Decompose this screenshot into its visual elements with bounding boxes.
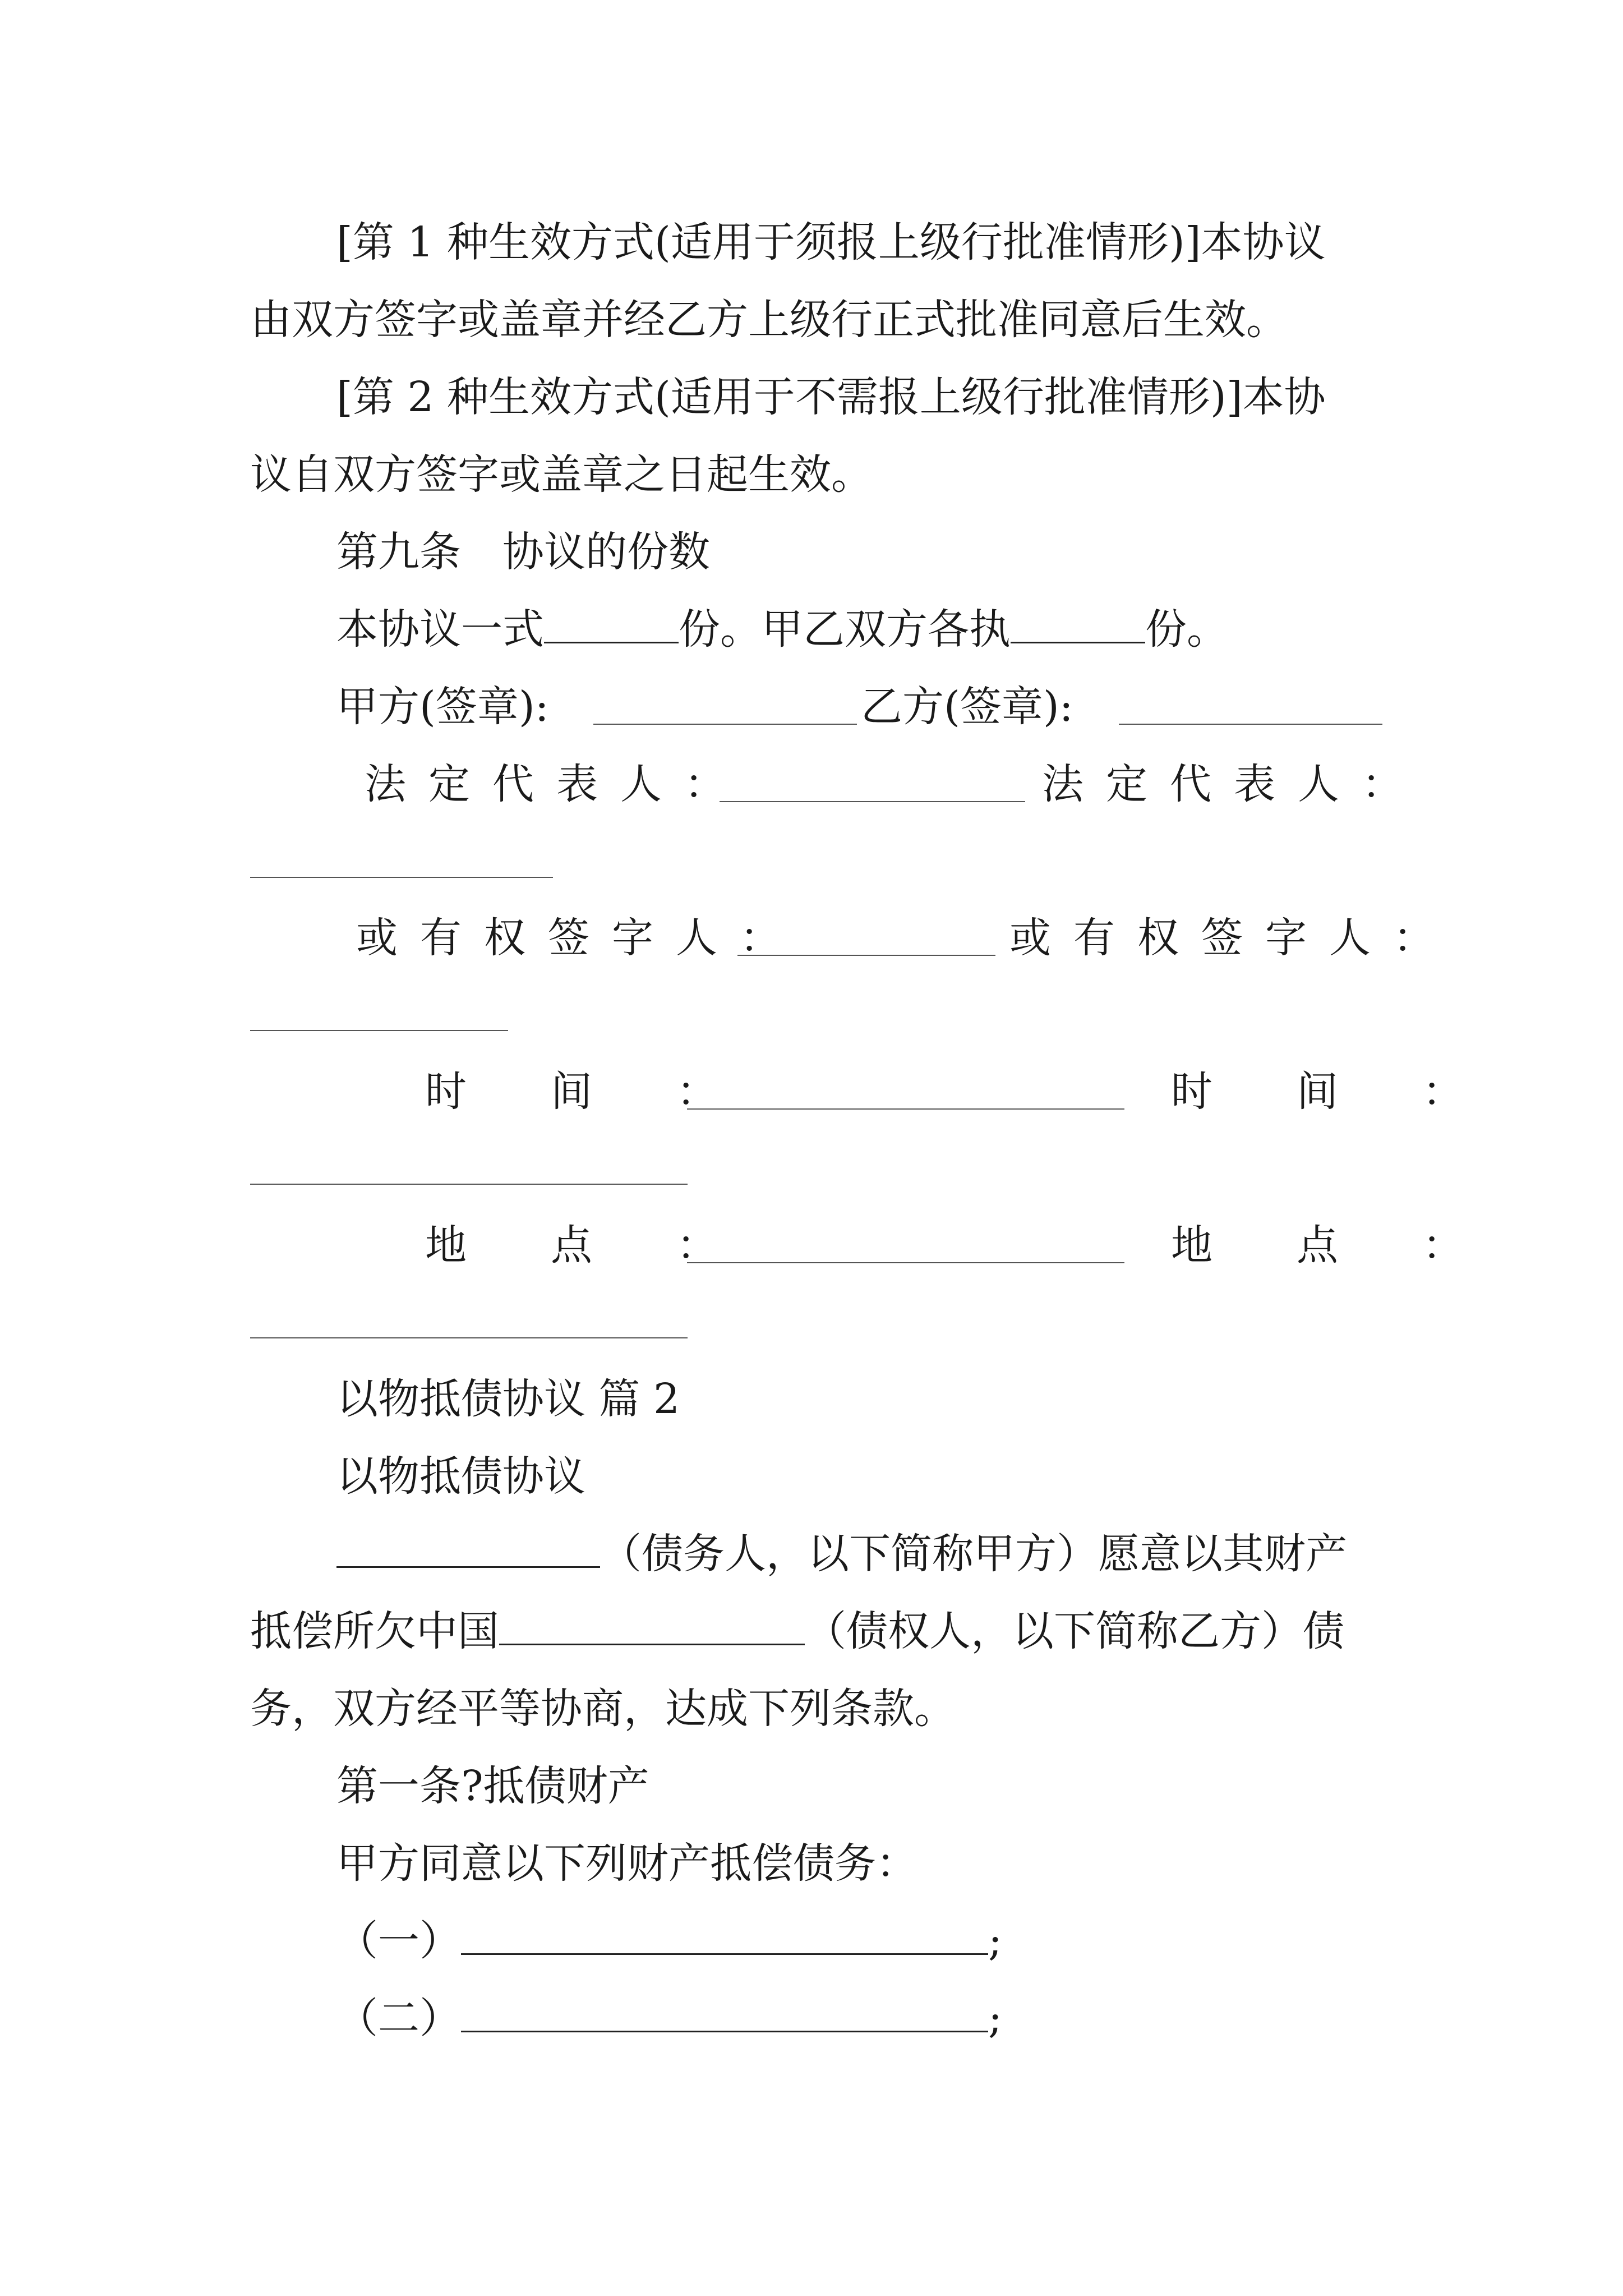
party-a-place-label: 地点： [425, 1221, 802, 1269]
party-a-authorized-signer-blank[interactable] [737, 955, 995, 956]
asset-item-1-blank[interactable] [461, 1914, 988, 1955]
intro-line-2 [250, 1603, 1344, 1659]
party-b-time-blank[interactable] [250, 1184, 688, 1185]
section-2-heading: 以物抵债协议 篇 2 [336, 1375, 680, 1423]
party-a-legal-rep-blank[interactable] [720, 801, 1025, 802]
asset-item-1-label: （一） [336, 1917, 461, 1965]
party-b-signature-label: 乙方(签章): [861, 683, 1073, 731]
intro-line-3: 务，双方经平等协商，达成下列条款。 [250, 1685, 956, 1733]
creditor-name-blank[interactable] [499, 1604, 805, 1645]
party-a-authorized-signer-label: 或有权签字人： [356, 914, 804, 962]
party-a-signature-label: 甲方(签章): [336, 683, 549, 731]
section-2-title: 以物抵债协议 [336, 1452, 585, 1501]
asset-item-1-end: ; [988, 1917, 1002, 1965]
copies-each-blank[interactable] [1011, 602, 1145, 643]
asset-item-2-end: ; [988, 1994, 1002, 2042]
intro-text-b1: 抵偿所欠中国 [250, 1607, 499, 1655]
party-b-time-label: 时间： [1171, 1068, 1548, 1116]
party-a-signature-blank[interactable] [593, 724, 857, 725]
copies-text-c: 份。 [1145, 605, 1228, 654]
party-b-legal-rep-label: 法定代表人： [1042, 760, 1426, 808]
effect-mode-1-line-1: [第 1 种生效方式(适用于须报上级行批准情形)]本协议 [336, 218, 1326, 266]
article-9-title: 第九条 协议的份数 [336, 528, 710, 576]
party-b-signature-blank[interactable] [1119, 724, 1382, 725]
party-b-authorized-signer-blank[interactable] [250, 1030, 508, 1031]
copies-text-b: 份。甲乙双方各执 [679, 605, 1011, 654]
party-a-time-blank[interactable] [687, 1108, 1124, 1110]
intro-text-a: （债务人，以下简称甲方）愿意以其财产 [600, 1530, 1347, 1578]
article-1-title: 第一条?抵债财产 [336, 1762, 649, 1810]
intro-line-1 [336, 1526, 1347, 1582]
party-a-legal-rep-label: 法定代表人： [365, 760, 748, 808]
asset-item-2-blank[interactable] [461, 1991, 988, 2032]
intro-text-b2: （债权人，以下简称乙方）债 [805, 1607, 1344, 1655]
party-b-place-blank[interactable] [250, 1337, 688, 1338]
asset-item-1 [336, 1913, 1002, 1969]
asset-item-2 [336, 1990, 1002, 2046]
asset-item-2-label: （二） [336, 1994, 461, 2042]
article-1-body: 甲方同意以下列财产抵偿债务： [336, 1839, 917, 1888]
copies-line [336, 601, 1228, 657]
copies-text-a: 本协议一式 [336, 605, 544, 654]
party-b-place-label: 地点： [1171, 1221, 1548, 1269]
effect-mode-2-line-2: 议自双方签字或盖章之日起生效。 [250, 450, 873, 499]
effect-mode-2-line-1: [第 2 种生效方式(适用于不需报上级行批准情形)]本协 [336, 373, 1326, 421]
party-b-authorized-signer-label: 或有权签字人： [1009, 914, 1457, 962]
party-b-legal-rep-blank[interactable] [250, 877, 553, 878]
party-a-time-label: 时间： [425, 1068, 802, 1116]
debtor-name-blank[interactable] [336, 1527, 600, 1568]
party-a-place-blank[interactable] [687, 1262, 1124, 1263]
effect-mode-1-line-2: 由双方签字或盖章并经乙方上级行正式批准同意后生效。 [250, 296, 1288, 344]
copies-total-blank[interactable] [544, 602, 679, 643]
